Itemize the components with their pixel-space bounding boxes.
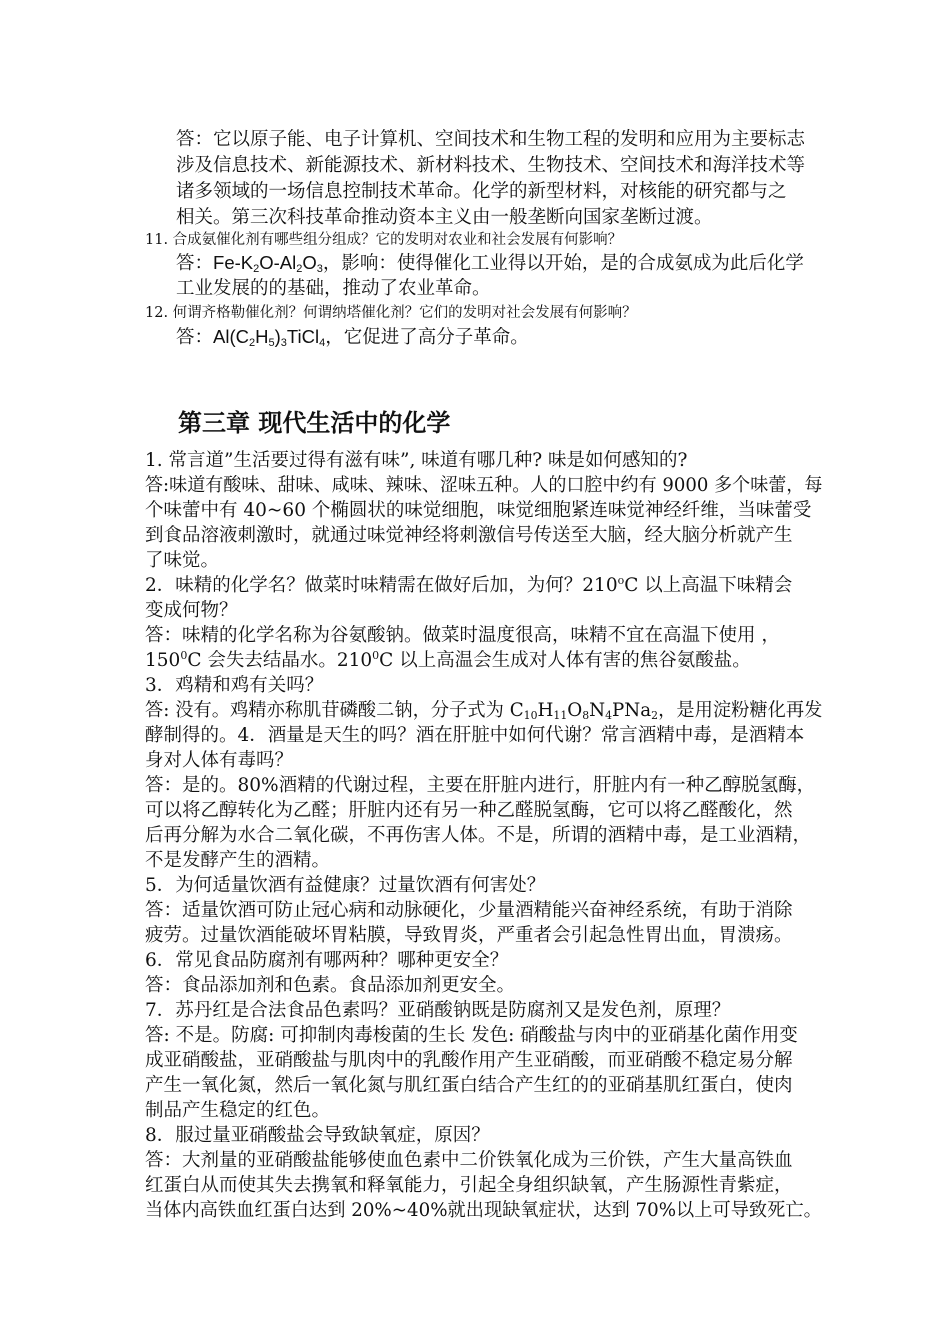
answer-11-line-1: 答：$Fe-K_2O-Al_2O_3$，影响：使得催化工业得以开始，是的合成氨成为此后化学 xyxy=(176,252,804,275)
answer-7-line-2: 成亚硝酸盐，亚硝酸盐与肌肉中的乳酸作用产生亚硝酸，而亚硝酸不稳定易分解 xyxy=(145,1050,793,1071)
answer-5-line-1: 答：适量饮酒可防止冠心病和动脉硬化，少量酒精能兴奋神经系统，有助于消除 xyxy=(145,900,793,921)
answer-8-line-1: 答：大剂量的亚硝酸盐能够使血色素中二价铁氧化成为三价铁，产生大量高铁血 xyxy=(145,1150,793,1171)
answer-1-line-2: 个味蕾中有 40~60 个椭圆状的味觉细胞，味觉细胞紧连味觉神经纤维，当味蕾受 xyxy=(145,500,812,521)
answer-4-line-1: 答：是的。80%酒精的代谢过程，主要在肝脏内进行，肝脏内有一种乙醇脱氢酶， xyxy=(145,775,816,796)
question-8: 8．服过量亚硝酸盐会导致缺氧症，原因？ xyxy=(145,1125,490,1146)
answer-1-line-3: 到食品溶液刺激时，就通过味觉神经将刺激信号传送至大脑，经大脑分析就产生 xyxy=(145,525,793,546)
answer-3-line-2: 酵制得的。4．酒量是天生的吗？酒在肝脏中如何代谢？常言酒精中毒，是酒精本 xyxy=(145,725,805,746)
answer-8-line-2: 红蛋白从而使其失去携氧和释氧能力，引起全身组织缺氧，产生肠源性青紫症， xyxy=(145,1175,793,1196)
answer-4-line-2: 可以将乙醇转化为乙醛；肝脏内还有另一种乙醛脱氢酶，它可以将乙醛酸化，然 xyxy=(145,800,793,821)
answer-11-formula: $Fe-K_2O-Al_2O_3$ xyxy=(213,252,323,275)
answer-4-line-3: 后再分解为水合二氧化碳，不再伤害人体。不是，所谓的酒精中毒，是工业酒精， xyxy=(145,825,812,846)
answer-10-line-2: 涉及信息技术、新能源技术、新材料技术、生物技术、空间技术和海洋技术等 xyxy=(176,155,806,176)
answer-2-line-2: $150^0C$ 会失去结晶水。$210^0C$ 以上高温会生成对人体有害的焦谷氨酸盐。 xyxy=(145,649,751,671)
answer-12-formula: $Al(C_2H_5)_3TiCl_4$ xyxy=(213,326,326,349)
question-5: 5．为何适量饮酒有益健康？过量饮酒有何害处？ xyxy=(145,875,546,896)
question-4-line-2: 身对人体有毒吗？ xyxy=(145,750,294,771)
answer-1-line-4: 了味觉。 xyxy=(145,550,220,571)
question-3: 3．鸡精和鸡有关吗？ xyxy=(145,675,324,696)
answer-7-line-3: 产生一氧化氮，然后一氧化氮与肌红蛋白结合产生红的的亚硝基肌红蛋白，使肉 xyxy=(145,1075,793,1096)
answer-2-line-1: 答：味精的化学名称为谷氨酸钠。做菜时温度很高，味精不宜在高温下使用 ， xyxy=(145,625,780,646)
answer-7-line-4: 制品产生稳定的红色。 xyxy=(145,1100,331,1121)
answer-3-line-1: 答: 没有。鸡精亦称肌苷磷酸二钠，分子式为 $C_{10}H_{11}O_8N_4PNa_2$，是用淀粉糖化再发 xyxy=(145,700,823,722)
answer-5-line-2: 疲劳。过量饮酒能破坏胃粘膜，导致胃炎，严重者会引起急性胃出血，胃溃疡。 xyxy=(145,925,793,946)
answer-10-line-3: 诸多领域的一场信息控制技术革命。化学的新型材料，对核能的研究都与之 xyxy=(176,181,787,202)
answer-10-line-1: 答：它以原子能、电子计算机、空间技术和生物工程的发明和应用为主要标志 xyxy=(176,129,806,150)
answer-6: 答：食品添加剂和色素。食品添加剂更安全。 xyxy=(145,975,516,996)
answer-11-line-2: 工业发展的的基础，推动了农业革命。 xyxy=(176,278,491,299)
question-7: 7．苏丹红是合法食品色素吗？亚硝酸钠既是防腐剂又是发色剂，原理？ xyxy=(145,1000,731,1021)
question-1: 1. 常言道”生活要过得有滋有味”, 味道有哪几种? 味是如何感知的? xyxy=(145,450,688,471)
question-11: 11. 合成氨催化剂有哪些组分组成？它的发明对农业和社会发展有何影响？ xyxy=(145,232,623,248)
question-2-line-1: 2．味精的化学名？做菜时味精需在做好后加，为何？210$^o$C 以上高温下味精会 xyxy=(145,574,793,596)
answer-1-line-1: 答:味道有酸味、甜味、咸味、辣味、涩味五种。人的口腔中约有 9000 多个味蕾，每 xyxy=(145,475,823,496)
chapter-title: 第三章 现代生活中的化学 xyxy=(178,409,451,437)
answer-10-line-4: 相关。第三次科技革命推动资本主义由一般垄断向国家垄断过渡。 xyxy=(176,207,713,228)
answer-7-line-1: 答: 不是。防腐: 可抑制肉毒梭菌的生长 发色: 硝酸盐与肉中的亚硝基化菌作用变 xyxy=(145,1025,798,1046)
answer-8-line-3: 当体内高铁血红蛋白达到 20%~40%就出现缺氧症状，达到 70%以上可导致死亡。 xyxy=(145,1200,822,1221)
question-12: 12. 何谓齐格勒催化剂？何谓纳塔催化剂？它们的发明对社会发展有何影响？ xyxy=(145,305,637,321)
question-6: 6．常见食品防腐剂有哪两种？哪种更安全？ xyxy=(145,950,509,971)
answer-12-line-1: 答：$Al(C_2H_5)_3TiCl_4$，它促进了高分子革命。 xyxy=(176,326,529,349)
question-2-line-2: 变成何物？ xyxy=(145,600,238,621)
answer-4-line-4: 不是发酵产生的酒精。 xyxy=(145,850,331,871)
